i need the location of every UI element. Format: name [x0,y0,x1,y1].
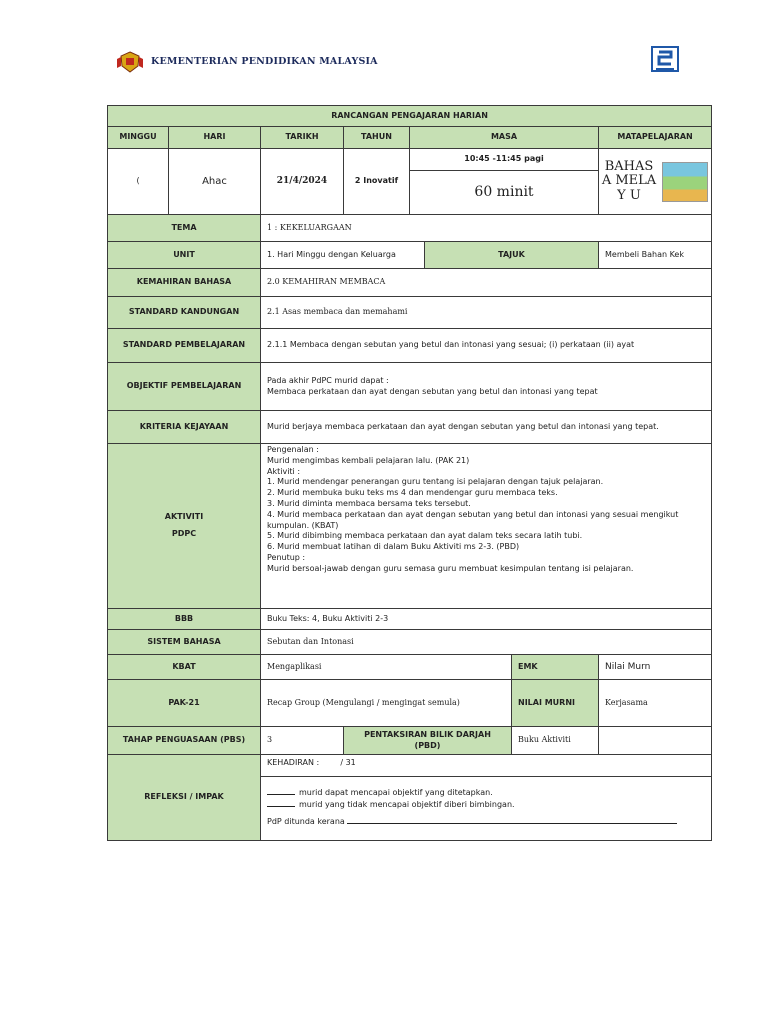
crest-icon [115,50,145,74]
blank-line [267,799,295,807]
emk-label: EMK [512,655,599,680]
col-masa: MASA [410,127,599,149]
objektif-label: OBJEKTIF PEMBELAJARAN [108,363,261,411]
kehadiran-cell [261,755,712,777]
objektif-line: Pada akhir PdPC murid dapat : [267,375,389,385]
page-header [115,44,680,80]
tajuk-label: TAJUK [425,242,599,269]
masa-duration: 60 minit [410,171,599,215]
standard-kandungan-label: STANDARD KANDUNGAN [108,297,261,329]
nilai-murni-value: Kerjasama [599,680,712,727]
col-hari: HARI [169,127,261,149]
masa-time: 10:45 -11:45 pagi [410,149,599,171]
kbat-value: Mengaplikasi [261,655,512,680]
kemahiran-label: KEMAHIRAN BAHASA [108,269,261,297]
unit-value: 1. Hari Minggu dengan Keluarga [261,242,425,269]
refleksi-text: murid yang tidak mencapai objektif diberi bimbingan. [299,799,515,809]
pak21-label: PAK-21 [108,680,261,727]
col-matapelajaran: MATAPELAJARAN [599,127,712,149]
aktiviti-line: Penutup : [267,552,306,562]
aktiviti-line: 2. Murid membuka buku teks ms 4 dan mendengar guru membaca teks. [267,488,558,498]
bbb-value: Buku Teks: 4, Buku Aktiviti 2-3 [261,609,712,630]
minggu-value: ( [108,149,169,215]
aktiviti-line: Pengenalan : [267,445,319,454]
refleksi-cell [261,777,712,841]
refleksi-line [267,815,705,828]
kriteria-label: KRITERIA KEJAYAAN [108,411,261,444]
col-tahun: TAHUN [344,127,410,149]
standard-pembelajaran-value: 2.1.1 Membaca dengan sebutan yang betul dan intonasi yang sesuai; (i) perkataan (ii) ayat [261,329,712,363]
aktiviti-line: kumpulan. (KBAT) [267,520,339,530]
refleksi-label: REFLEKSI / IMPAK [108,755,261,841]
ministry-name: KEMENTERIAN PENDIDIKAN MALAYSIA [151,56,378,67]
aktiviti-line: 3. Murid diminta membaca bersama teks tersebut. [267,498,471,508]
unit-label: UNIT [108,242,261,269]
bbb-label: BBB [108,609,261,630]
pbd-value: Buku Aktiviti [512,727,599,755]
tema-label: TEMA [108,215,261,242]
lesson-plan-table [107,105,712,841]
kriteria-value: Murid berjaya membaca perkataan dan ayat dengan sebutan yang betul dan intonasi yang tepat. [261,411,712,444]
kehadiran-label: KEHADIRAN : [267,758,320,767]
aktiviti-line: 6. Murid membuat latihan di dalam Buku Aktiviti ms 2-3. (PBD) [267,542,520,552]
refleksi-line [267,787,705,799]
tahun-value: 2 Inovatif [344,149,410,215]
matapelajaran-cell [599,149,712,215]
standard-pembelajaran-label: STANDARD PEMBELAJARAN [108,329,261,363]
objektif-line: Membaca perkataan dan ayat dengan sebutan yang betul dan intonasi yang tepat [267,386,598,396]
col-tarikh: TARIKH [261,127,344,149]
emk-value: Nilai Murn [599,655,712,680]
aktiviti-label-line: AKTIVITI [164,512,204,522]
tajuk-value: Membeli Bahan Kek [599,242,712,269]
aktiviti-cell [261,444,712,609]
tema-value: 1 : KEKELUARGAAN [261,215,712,242]
aktiviti-line: 1. Murid mendengar penerangan guru tentang isi pelajaran dengan tajuk pelajaran. [267,477,604,487]
pbd-label: PENTAKSIRAN BILIK DARJAH (PBD) [344,727,512,755]
sistem-bahasa-value: Sebutan dan Intonasi [261,630,712,655]
blank-line [267,787,295,795]
table-title: RANCANGAN PENGAJARAN HARIAN [108,106,712,127]
aktiviti-line: Murid mengimbas kembali pelajaran lalu. (PAK 21) [267,455,470,465]
nilai-murni-label: NILAI MURNI [512,680,599,727]
logo-icon [650,44,680,74]
pak21-value: Recap Group (Mengulangi / mengingat semula) [261,680,512,727]
refleksi-text: murid dapat mencapai objektif yang ditetapkan. [299,788,493,797]
aktiviti-line: 5. Murid dibimbing membaca perkataan dan ayat dalam teks secara latih tubi. [267,531,583,541]
kehadiran-total: / 31 [340,758,356,767]
hari-value: Ahac [169,149,261,215]
matapelajaran-value: BAHAS A MELAY U [601,159,657,203]
pbs-value: 3 [261,727,344,755]
standard-kandungan-value: 2.1 Asas membaca dan memahami [261,297,712,329]
pbs-label: TAHAP PENGUASAAN (PBS) [108,727,261,755]
pdpc-label-line: PDPC [171,529,197,538]
aktiviti-line: 4. Murid membaca perkataan dan ayat dengan sebutan yang betul dan intonasi yang sesuai mengikut [267,509,679,519]
col-minggu: MINGGU [108,127,169,149]
refleksi-line [267,799,705,811]
kbat-label: KBAT [108,655,261,680]
kemahiran-value: 2.0 KEMAHIRAN MEMBACA [261,269,712,297]
tarikh-value: 21/4/2024 [261,149,344,215]
blank-line [347,815,677,824]
refleksi-text: PdP ditunda kerana [267,816,345,826]
sistem-bahasa-label: SISTEM BAHASA [108,630,261,655]
empty-cell [599,727,712,755]
objektif-cell [261,363,712,411]
aktiviti-label [108,444,261,609]
textbook-cover-image [662,162,708,202]
aktiviti-line: Murid bersoal-jawab dengan guru semasa guru membuat kesimpulan tentang isi pelajaran. [267,563,634,573]
aktiviti-line: Aktiviti : [267,466,301,476]
